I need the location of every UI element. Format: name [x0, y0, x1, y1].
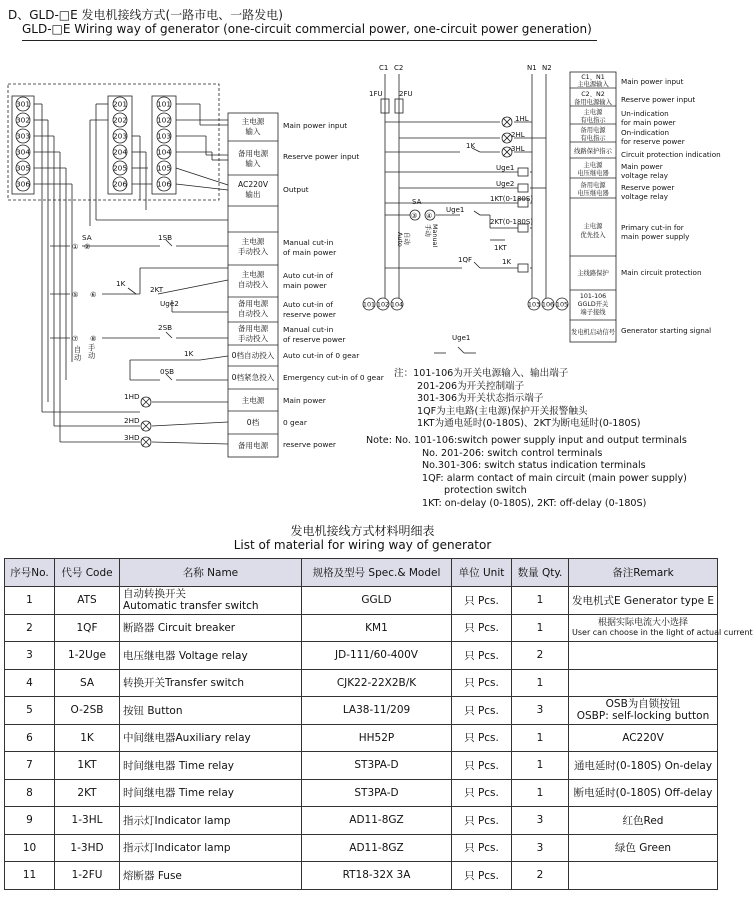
- cell-code: 1-2Uge: [55, 642, 120, 670]
- note-en-5: protection switch: [444, 485, 527, 497]
- note-en-3: No.301-306: switch status indication terminals: [422, 460, 646, 472]
- term-106: 106: [156, 179, 172, 189]
- rbox-main-vr-2: 电压继电器: [577, 170, 609, 177]
- cell-remark: 发电机式E Generator type E: [569, 587, 718, 615]
- rbox-res-vr-1: 备用电源: [580, 182, 606, 189]
- label-1hl: 1HL: [515, 115, 529, 123]
- cell-code: 1K: [55, 724, 120, 752]
- cell-no: 11: [5, 862, 55, 890]
- rbox-main-ind-1: 主电源: [583, 109, 603, 116]
- cell-spec: AD11-8GZ: [302, 834, 452, 862]
- label-uge1: Uge1: [496, 164, 515, 172]
- cell-code: 2KT: [55, 779, 120, 807]
- rbox-terminals-2: GGLD开关: [577, 301, 609, 308]
- rbox-main-ind-2: 有电指示: [580, 117, 606, 124]
- rbox-c1n1: C1、N1: [581, 74, 605, 81]
- table-row: [5, 752, 718, 780]
- cell-qty: 1: [512, 587, 569, 615]
- label-1kt-timer: 1KT(0-180S): [490, 195, 534, 203]
- lbox-main-input-1: 主电源: [241, 117, 265, 126]
- cell-code: 1-3HD: [55, 834, 120, 862]
- title-underline: [22, 40, 597, 41]
- cell-qty: 1: [512, 614, 569, 642]
- device-0sb: 0SB: [160, 367, 175, 376]
- rlbl-main-vr-2: voltage relay: [621, 171, 669, 180]
- table-row: [5, 669, 718, 697]
- device-3hd: 3HD: [124, 433, 140, 442]
- cell-no: 4: [5, 669, 55, 697]
- device-sa: SA: [82, 233, 92, 242]
- th-spec: 规格及型号 Spec.& Model: [302, 559, 452, 587]
- lbl-manual-res-2: of reserve power: [283, 335, 346, 344]
- device-1k-b: 1K: [184, 349, 194, 358]
- cell-remark-line1: OSB为自锁按钮: [605, 698, 681, 711]
- cell-spec: KM1: [302, 614, 452, 642]
- cell-code: SA: [55, 669, 120, 697]
- cell-qty: 1: [512, 752, 569, 780]
- mode-manual-2: 动: [88, 351, 96, 360]
- table-row: [5, 779, 718, 807]
- term-103: 103: [156, 131, 172, 141]
- term-104: 104: [156, 147, 172, 157]
- th-code: 代号 Code: [55, 559, 120, 587]
- rlbl-main-input: Main power input: [621, 77, 684, 86]
- bterm-101: 101: [362, 300, 376, 309]
- lbox-manual-main-2: 手动投入: [237, 247, 269, 256]
- term-105: 105: [156, 163, 172, 173]
- device-2hd: 2HD: [124, 416, 140, 425]
- lbl-reserve-power: reserve power: [283, 440, 336, 449]
- cell-code: 1-3HL: [55, 807, 120, 835]
- cell-spec: LA38-11/209: [302, 697, 452, 725]
- term-305: 305: [15, 163, 31, 173]
- rlbl-res-vr-2: voltage relay: [621, 192, 669, 201]
- lbox-output-2: 输出: [245, 190, 261, 199]
- table-row: [5, 724, 718, 752]
- cell-name-line1: 自动转换开关: [123, 588, 186, 601]
- note-cn-4: 1QF为主电路(主电源)保护开关报警触头: [417, 405, 588, 417]
- cell-remark-line2: OSBP: self-locking button: [576, 710, 710, 723]
- lbl-manual-main-2: of main power: [283, 248, 337, 257]
- lbl-emergency-0: Emergency cut-in of 0 gear: [283, 373, 384, 382]
- cell-name: 指示灯Indicator lamp: [120, 834, 302, 862]
- mode-manual-cn: 手动: [424, 224, 432, 237]
- cell-qty: 1: [512, 669, 569, 697]
- rlbl-main-prot: Main circuit protection: [621, 268, 702, 277]
- cell-no: 3: [5, 642, 55, 670]
- term-306: 306: [15, 179, 31, 189]
- mode-manual-1: 手: [88, 343, 96, 352]
- term-102: 102: [156, 115, 172, 125]
- rbox-main-priority-2: 优先投入: [580, 232, 606, 239]
- label-2fu: 2FU: [399, 90, 413, 98]
- bus-n2: N2: [542, 64, 552, 72]
- cell-unit: 只 Pcs.: [452, 724, 512, 752]
- cell-spec: CJK22-22X2B/K: [302, 669, 452, 697]
- rbox-terminals-3: 端子接线: [580, 309, 606, 316]
- cell-qty: 3: [512, 697, 569, 725]
- bterm-103: 103: [527, 300, 541, 309]
- cell-no: 10: [5, 834, 55, 862]
- cell-remark-line2: User can choose in the light of actual current: [572, 627, 753, 637]
- device-1sb: 1SB: [158, 233, 173, 242]
- lbox-auto-res-1: 备用电源: [237, 299, 269, 308]
- lbox-0-gear: 0档: [246, 418, 260, 427]
- cell-code: 1QF: [55, 614, 120, 642]
- rbox-main-vr-1: 主电源: [583, 162, 603, 169]
- rlbl-circuit-prot: Circuit protection indication: [621, 150, 721, 159]
- lbox-main-input-2: 输入: [245, 127, 261, 136]
- rlbl-priority-1: Primary cut-in for: [621, 223, 684, 232]
- contact-8: ⑧: [90, 334, 97, 343]
- term-303: 303: [15, 131, 31, 141]
- cell-remark: 绿色 Green: [569, 834, 718, 862]
- note-cn-3: 301-306为开关状态指示端子: [417, 393, 544, 405]
- lbox-manual-res-1: 备用电源: [237, 324, 269, 333]
- cell-remark: 断电延时(0-180S) Off-delay: [569, 779, 718, 807]
- rbox-res-ind-1: 备用电源: [580, 127, 606, 134]
- cell-remark: [569, 669, 718, 697]
- contact-3: ③: [411, 212, 418, 220]
- rlbl-res-input: Reserve power input: [621, 95, 696, 104]
- table-row: [5, 587, 718, 615]
- note-cn-2: 201-206为开关控制端子: [417, 380, 525, 392]
- note-en-4: 1QF: alarm contact of main circuit (main power supply): [422, 472, 687, 484]
- rbox-main-priority-1: 主电源: [583, 223, 603, 230]
- table-row: [5, 642, 718, 670]
- cell-name: 熔断器 Fuse: [120, 862, 302, 890]
- rlbl-gen-start: Generator starting signal: [621, 326, 712, 335]
- label-1qf: 1QF: [458, 256, 472, 264]
- lbl-output: Output: [283, 185, 309, 194]
- page-title-cn: D、GLD-□E 发电机接线方式(一路市电、一路发电): [8, 8, 283, 22]
- mode-auto-1: 自: [74, 345, 82, 354]
- lbox-main-power: 主电源: [241, 396, 265, 405]
- cell-spec: ST3PA-D: [302, 779, 452, 807]
- term-202: 202: [112, 115, 128, 125]
- term-302: 302: [15, 115, 31, 125]
- cell-unit: 只 Pcs.: [452, 614, 512, 642]
- mode-auto-cn: 自动: [403, 232, 411, 245]
- lbox-manual-res-2: 手动投入: [237, 334, 269, 343]
- bus-c2: C2: [394, 64, 404, 72]
- lbox-reserve-power: 备用电源: [237, 441, 269, 450]
- device-2sb: 2SB: [158, 323, 173, 332]
- mode-manual-en: Manual: [431, 224, 439, 248]
- rbox-main-input: 主电源输入: [577, 81, 609, 88]
- cell-no: 6: [5, 724, 55, 752]
- contact-5: ⑤: [72, 290, 79, 299]
- cell-name: 指示灯Indicator lamp: [120, 807, 302, 835]
- cell-no: 9: [5, 807, 55, 835]
- cell-unit: 只 Pcs.: [452, 752, 512, 780]
- label-2kt-timer: 2KT(0-180S): [490, 218, 534, 226]
- relay-uge1-icon: [518, 168, 528, 176]
- rbox-circuit-prot-ind: 线路保护指示: [574, 148, 612, 155]
- lbl-manual-res-1: Manual cut-in: [283, 325, 334, 334]
- materials-table: [4, 558, 753, 890]
- cell-unit: 只 Pcs.: [452, 834, 512, 862]
- notes-section: [366, 368, 687, 511]
- label-1k: 1K: [502, 258, 512, 266]
- lbl-main-power: Main power: [283, 396, 326, 405]
- cell-qty: 1: [512, 724, 569, 752]
- term-301: 301: [15, 99, 31, 109]
- cell-spec: JD-111/60-400V: [302, 642, 452, 670]
- device-uge2: Uge2: [160, 299, 179, 308]
- lbl-auto-main-2: main power: [283, 281, 327, 290]
- rbox-res-vr-2: 电压继电器: [577, 190, 609, 197]
- rlbl-main-ind-1: Un-indication: [621, 109, 669, 118]
- term-101: 101: [156, 99, 172, 109]
- label-uge1-bottom: Uge1: [452, 334, 471, 342]
- lbox-auto-res-2: 自动投入: [237, 309, 269, 318]
- term-201: 201: [112, 99, 128, 109]
- cell-unit: 只 Pcs.: [452, 697, 512, 725]
- cell-qty: 1: [512, 779, 569, 807]
- cell-remark: [569, 862, 718, 890]
- rlbl-res-ind-2: for reserve power: [621, 137, 685, 146]
- rlbl-main-ind-2: for main power: [621, 118, 676, 127]
- cell-no: 7: [5, 752, 55, 780]
- bus-c1: C1: [379, 64, 389, 72]
- table-row: [5, 862, 718, 890]
- note-cn-1: 注：101-106为开关电源输入、输出端子: [394, 368, 569, 379]
- contact-4: ④: [426, 212, 433, 220]
- rbox-res-ind-2: 有电指示: [580, 135, 606, 142]
- cell-remark: 通电延时(0-180S) On-delay: [569, 752, 718, 780]
- lbl-auto-0: Auto cut-in of 0 gear: [283, 351, 360, 360]
- contact-7: ⑦: [72, 334, 79, 343]
- cell-name: 电压继电器 Voltage relay: [120, 642, 302, 670]
- lbox-res-input-1: 备用电源: [237, 149, 269, 158]
- cell-name: 时间继电器 Time relay: [120, 752, 302, 780]
- cell-remark: [569, 614, 753, 642]
- cell-unit: 只 Pcs.: [452, 807, 512, 835]
- table-title-en: List of material for wiring way of generator: [233, 538, 492, 552]
- table-title-cn: 发电机接线方式材料明细表: [290, 524, 435, 538]
- relay-uge2-icon: [518, 184, 528, 192]
- cell-name: [120, 587, 302, 615]
- lbox-0-emergency: 0档紧急投入: [231, 373, 275, 382]
- lbox-auto-main-1: 主电源: [241, 270, 265, 279]
- cell-spec: HH52P: [302, 724, 452, 752]
- cell-remark-line1: 根据实际电流大小选择: [597, 617, 688, 628]
- mode-auto-en: Auto: [396, 232, 404, 247]
- cell-no: 2: [5, 614, 55, 642]
- lbl-manual-main-1: Manual cut-in: [283, 238, 334, 247]
- th-unit: 单位 Unit: [452, 559, 512, 587]
- term-204: 204: [112, 147, 128, 157]
- cell-qty: 2: [512, 862, 569, 890]
- table-row: [5, 697, 718, 725]
- th-no: 序号No.: [5, 559, 55, 587]
- table-row: [5, 807, 718, 835]
- lbl-auto-main-1: Auto cut-in of: [283, 271, 334, 280]
- th-qty: 数量 Qty.: [512, 559, 569, 587]
- note-en-2: No. 201-206: switch control terminals: [422, 447, 603, 459]
- label-1fu: 1FU: [369, 90, 383, 98]
- term-304: 304: [15, 147, 31, 157]
- note-en-6: 1KT: on-delay (0-180S), 2KT: off-delay (0-180S): [422, 497, 647, 509]
- cell-code: ATS: [55, 587, 120, 615]
- cell-unit: 只 Pcs.: [452, 669, 512, 697]
- lbl-auto-res-2: reserve power: [283, 310, 336, 319]
- cell-qty: 2: [512, 642, 569, 670]
- cell-name: 中间继电器Auxiliary relay: [120, 724, 302, 752]
- rbox-c2n2: C2、N2: [581, 91, 605, 98]
- cell-name: 按钮 Button: [120, 697, 302, 725]
- label-3hl: 3HL: [511, 145, 525, 153]
- lbox-0-auto: 0档自动投入: [231, 351, 275, 360]
- label-uge1-contact: Uge1: [446, 206, 465, 214]
- lbl-auto-res-1: Auto cut-in of: [283, 300, 334, 309]
- lbox-manual-main-1: 主电源: [241, 237, 265, 246]
- bterm-102: 102: [376, 300, 390, 309]
- rlbl-res-vr-1: Reserve power: [621, 183, 675, 192]
- th-remark: 备注Remark: [569, 559, 718, 587]
- rlbl-priority-2: main power supply: [621, 232, 690, 241]
- cell-spec: RT18-32X 3A: [302, 862, 452, 890]
- cell-spec: ST3PA-D: [302, 752, 452, 780]
- cell-no: 8: [5, 779, 55, 807]
- label-2hl: 2HL: [511, 131, 525, 139]
- term-205: 205: [112, 163, 128, 173]
- lbl-0-gear: 0 gear: [283, 418, 307, 427]
- cell-remark: [569, 642, 718, 670]
- cell-unit: 只 Pcs.: [452, 779, 512, 807]
- rbox-terminals-1: 101-106: [579, 293, 607, 300]
- label-sa: SA: [412, 198, 422, 206]
- cell-name: 断路器 Circuit breaker: [120, 614, 302, 642]
- contact-2: ②: [84, 242, 91, 251]
- label-1k-top: 1K: [466, 142, 476, 150]
- label-1kt: 1KT: [494, 244, 507, 252]
- lbl-reserve-power-input: Reserve power input: [283, 152, 360, 161]
- rlbl-main-vr-1: Main power: [621, 162, 663, 171]
- bterm-105: 105: [555, 300, 569, 309]
- lbox-auto-main-2: 自动投入: [237, 280, 269, 289]
- cell-name-line2: Automatic transfer switch: [123, 600, 259, 613]
- cell-spec: AD11-8GZ: [302, 807, 452, 835]
- cell-remark: [569, 697, 718, 725]
- lbox-output-1: AC220V: [237, 180, 269, 189]
- device-1hd: 1HD: [124, 392, 140, 401]
- table-row: [5, 834, 718, 862]
- bterm-106: 106: [541, 300, 555, 309]
- bterm-104: 104: [390, 300, 404, 309]
- rbox-gen-start: 发电机启动信号: [570, 329, 616, 336]
- mode-auto-2: 动: [74, 353, 82, 362]
- cell-qty: 3: [512, 834, 569, 862]
- cell-name: 时间继电器 Time relay: [120, 779, 302, 807]
- contact-1: ①: [72, 242, 79, 251]
- cell-unit: 只 Pcs.: [452, 587, 512, 615]
- cell-unit: 只 Pcs.: [452, 642, 512, 670]
- note-en-1: Note: No. 101-106:switch power supply input and output terminals: [366, 434, 687, 446]
- term-203: 203: [112, 131, 128, 141]
- lbl-main-power-input: Main power input: [283, 121, 348, 130]
- term-206: 206: [112, 179, 128, 189]
- contact-6: ⑥: [90, 290, 97, 299]
- cell-unit: 只 Pcs.: [452, 862, 512, 890]
- cell-no: 5: [5, 697, 55, 725]
- relay-1k-icon: [518, 264, 528, 272]
- cell-remark: 红色Red: [569, 807, 718, 835]
- th-name: 名称 Name: [120, 559, 302, 587]
- cell-code: 1-2FU: [55, 862, 120, 890]
- note-cn-5: 1KT为通电延时(0-180S)、2KT为断电延时(0-180S): [417, 418, 641, 430]
- cell-remark: AC220V: [569, 724, 718, 752]
- device-1k: 1K: [116, 279, 126, 288]
- cell-no: 1: [5, 587, 55, 615]
- table-header-row: [5, 559, 718, 587]
- table-row: [5, 614, 718, 642]
- label-uge2: Uge2: [496, 180, 515, 188]
- cell-name: 转换开关Transfer switch: [120, 669, 302, 697]
- cell-qty: 3: [512, 807, 569, 835]
- rlbl-res-ind-1: On-indication: [621, 128, 670, 137]
- page-title-en: GLD-□E Wiring way of generator (one-circuit commercial power, one-circuit power generation): [22, 22, 592, 36]
- lbox-res-input-2: 输入: [245, 159, 261, 168]
- bus-n1: N1: [527, 64, 537, 72]
- cell-code: O-2SB: [55, 697, 120, 725]
- cell-code: 1KT: [55, 752, 120, 780]
- cell-spec: GGLD: [302, 587, 452, 615]
- rbox-res-input: 备用电源输入: [574, 99, 612, 106]
- rbox-main-line-prot: 主线路保护: [577, 270, 609, 277]
- device-2kt: 2KT: [150, 285, 164, 294]
